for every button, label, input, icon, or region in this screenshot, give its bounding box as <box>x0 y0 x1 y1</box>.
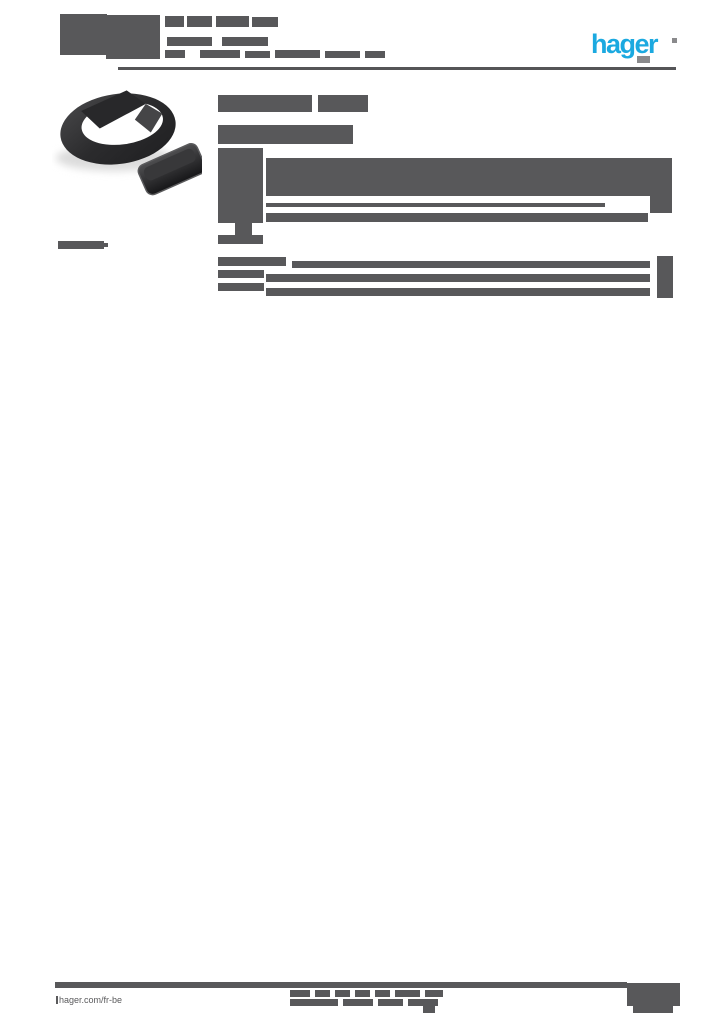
spec1-value-paragraph <box>266 158 672 196</box>
spec2-row2-line <box>266 274 650 282</box>
footer-text-2 <box>343 999 373 1006</box>
header-line3-word5 <box>325 51 360 58</box>
spec1-value-line <box>266 203 605 207</box>
footer-text-1 <box>290 999 338 1006</box>
footer-text-tail <box>423 1006 435 1013</box>
spec1-section-heading <box>218 235 263 244</box>
header-line1-word1 <box>165 16 184 27</box>
footer-text-3 <box>378 999 403 1006</box>
spec2-row3-label <box>218 283 264 291</box>
hager-logo-text: hager <box>591 29 658 59</box>
header-company-block <box>60 14 107 55</box>
spec1-value-tail <box>650 196 672 213</box>
product-reference-label <box>58 241 104 249</box>
spec2-row1-line <box>292 261 650 268</box>
footer-links-3 <box>335 990 350 997</box>
header-company-block-2 <box>106 15 160 59</box>
spec1-value-row <box>266 213 648 222</box>
header-line1-word2 <box>187 16 212 27</box>
footer-page-block-2 <box>633 1006 673 1013</box>
footer-links-1 <box>290 990 310 997</box>
product-subtitle <box>218 125 353 144</box>
header-line2-word2 <box>222 37 268 46</box>
footer-links-5 <box>375 990 390 997</box>
product-title-word2 <box>318 95 368 112</box>
spec2-row1-label <box>218 257 286 266</box>
spec2-values-column <box>657 256 673 298</box>
product-reference-sup <box>104 243 108 247</box>
footer-brand-mark <box>56 996 58 1004</box>
footer-url-box <box>55 989 168 1015</box>
spec2-row2-label <box>218 270 264 278</box>
footer-links-2 <box>315 990 330 997</box>
header-line3-word6 <box>365 51 385 58</box>
header-line1-word3 <box>216 16 249 27</box>
footer-links-6 <box>395 990 420 997</box>
header-line2-word1 <box>167 37 212 46</box>
product-title-word1 <box>218 95 312 112</box>
header-line3-word2 <box>200 50 240 58</box>
footer-url: hager.com/fr-be <box>59 995 123 1005</box>
header-line3-word4 <box>275 50 320 58</box>
product-photo <box>52 82 202 202</box>
spec2-row3-line <box>266 288 650 296</box>
footer-links-7 <box>425 990 443 997</box>
footer-page-block <box>627 983 680 1006</box>
header-line3-word1 <box>165 50 185 58</box>
footer-bar <box>55 982 627 988</box>
desk-grommet-illustration <box>52 82 202 202</box>
hager-logo <box>591 31 679 59</box>
header-line3-word3 <box>245 51 270 58</box>
header-divider <box>118 67 676 70</box>
footer-links-4 <box>355 990 370 997</box>
footer-text-4 <box>408 999 438 1006</box>
spec1-label-column <box>218 148 263 223</box>
header-line1-word4 <box>252 17 278 27</box>
